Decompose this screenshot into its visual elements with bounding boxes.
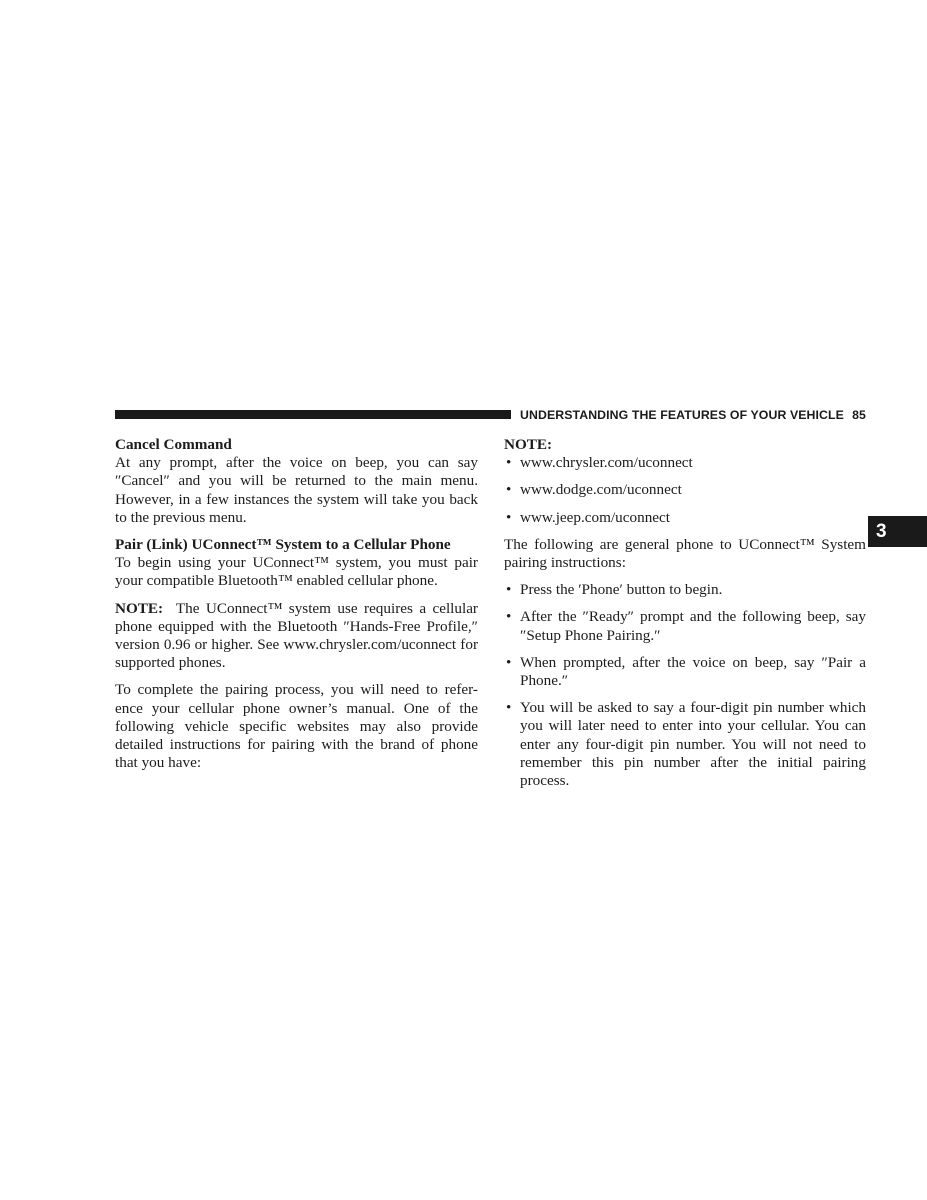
page-number: 85 bbox=[852, 408, 866, 422]
cancel-text: At any prompt, after the voice on beep, you can say ″Cancel″ and you will be returned to the main menu. However, in a few instances the system will take you back to the previous menu. bbox=[115, 454, 478, 526]
website-dodge: www.dodge.com/uconnect bbox=[520, 481, 682, 499]
section-title: UNDERSTANDING THE FEATURES OF YOUR VEHICLE bbox=[520, 408, 844, 422]
note-label: NOTE: bbox=[115, 599, 164, 617]
bullet-icon: • bbox=[506, 508, 512, 526]
intro-paragraph: The following are general phone to UConnect™ System pairing instructions: bbox=[504, 535, 866, 572]
list-item bbox=[504, 581, 866, 599]
step-text: After the ″Ready″ prompt and the following beep, say ″Setup Phone Pairing.″ bbox=[520, 608, 866, 644]
bullet-icon: • bbox=[506, 481, 512, 499]
note-paragraph bbox=[115, 600, 478, 673]
right-column bbox=[504, 436, 866, 799]
pair-heading: Pair (Link) UConnect™ System to a Cellular Phone bbox=[115, 536, 451, 554]
list-item bbox=[504, 608, 866, 644]
header-rule bbox=[115, 410, 511, 419]
bullet-icon: • bbox=[506, 608, 512, 626]
website-list bbox=[504, 454, 866, 527]
note-heading: NOTE: bbox=[504, 436, 553, 453]
website-jeep: www.jeep.com/uconnect bbox=[520, 508, 670, 526]
list-item bbox=[504, 454, 866, 472]
steps-list bbox=[504, 581, 866, 790]
step-text: You will be asked to say a four-digit pin number which you will later need to enter into your cellular. You can enter any four-digit pin number. You will not need to remember this pin number after the initial pairing process. bbox=[520, 699, 866, 790]
pair-section bbox=[115, 536, 478, 591]
left-column bbox=[115, 436, 478, 772]
step-text: When prompted, after the voice on beep, say ″Pair a Phone.″ bbox=[520, 653, 866, 690]
bullet-icon: • bbox=[506, 454, 512, 472]
list-item bbox=[504, 509, 866, 527]
list-item bbox=[504, 699, 866, 790]
note-text: The UConnect™ system use requires a cellular phone equipped with the Bluetooth ″Hands-Free Profile,″ version 0.96 or higher. See www.chrysler.com/uconnect for supported phones. bbox=[115, 599, 478, 672]
chapter-tab: 3 bbox=[868, 516, 927, 547]
bullet-icon: • bbox=[506, 653, 512, 671]
website-chrysler: www.chrysler.com/uconnect bbox=[520, 454, 693, 472]
running-header bbox=[520, 408, 866, 422]
bullet-icon: • bbox=[506, 581, 512, 599]
complete-paragraph: To complete the pairing process, you will need to refer-ence your cellular phone owner’s manual. One of the following vehicle specific websites may also provide detailed instructions for pairing with the brand of phone that you have: bbox=[115, 681, 478, 772]
bullet-icon: • bbox=[506, 699, 512, 717]
cancel-heading: Cancel Command bbox=[115, 436, 232, 453]
pair-text: To begin using your UConnect™ system, you must pair your compatible Bluetooth™ enabled cellular phone. bbox=[115, 554, 478, 590]
cancel-section bbox=[115, 436, 478, 527]
list-item bbox=[504, 654, 866, 690]
step-text: Press the ′Phone′ button to begin. bbox=[520, 581, 723, 599]
list-item bbox=[504, 481, 866, 499]
